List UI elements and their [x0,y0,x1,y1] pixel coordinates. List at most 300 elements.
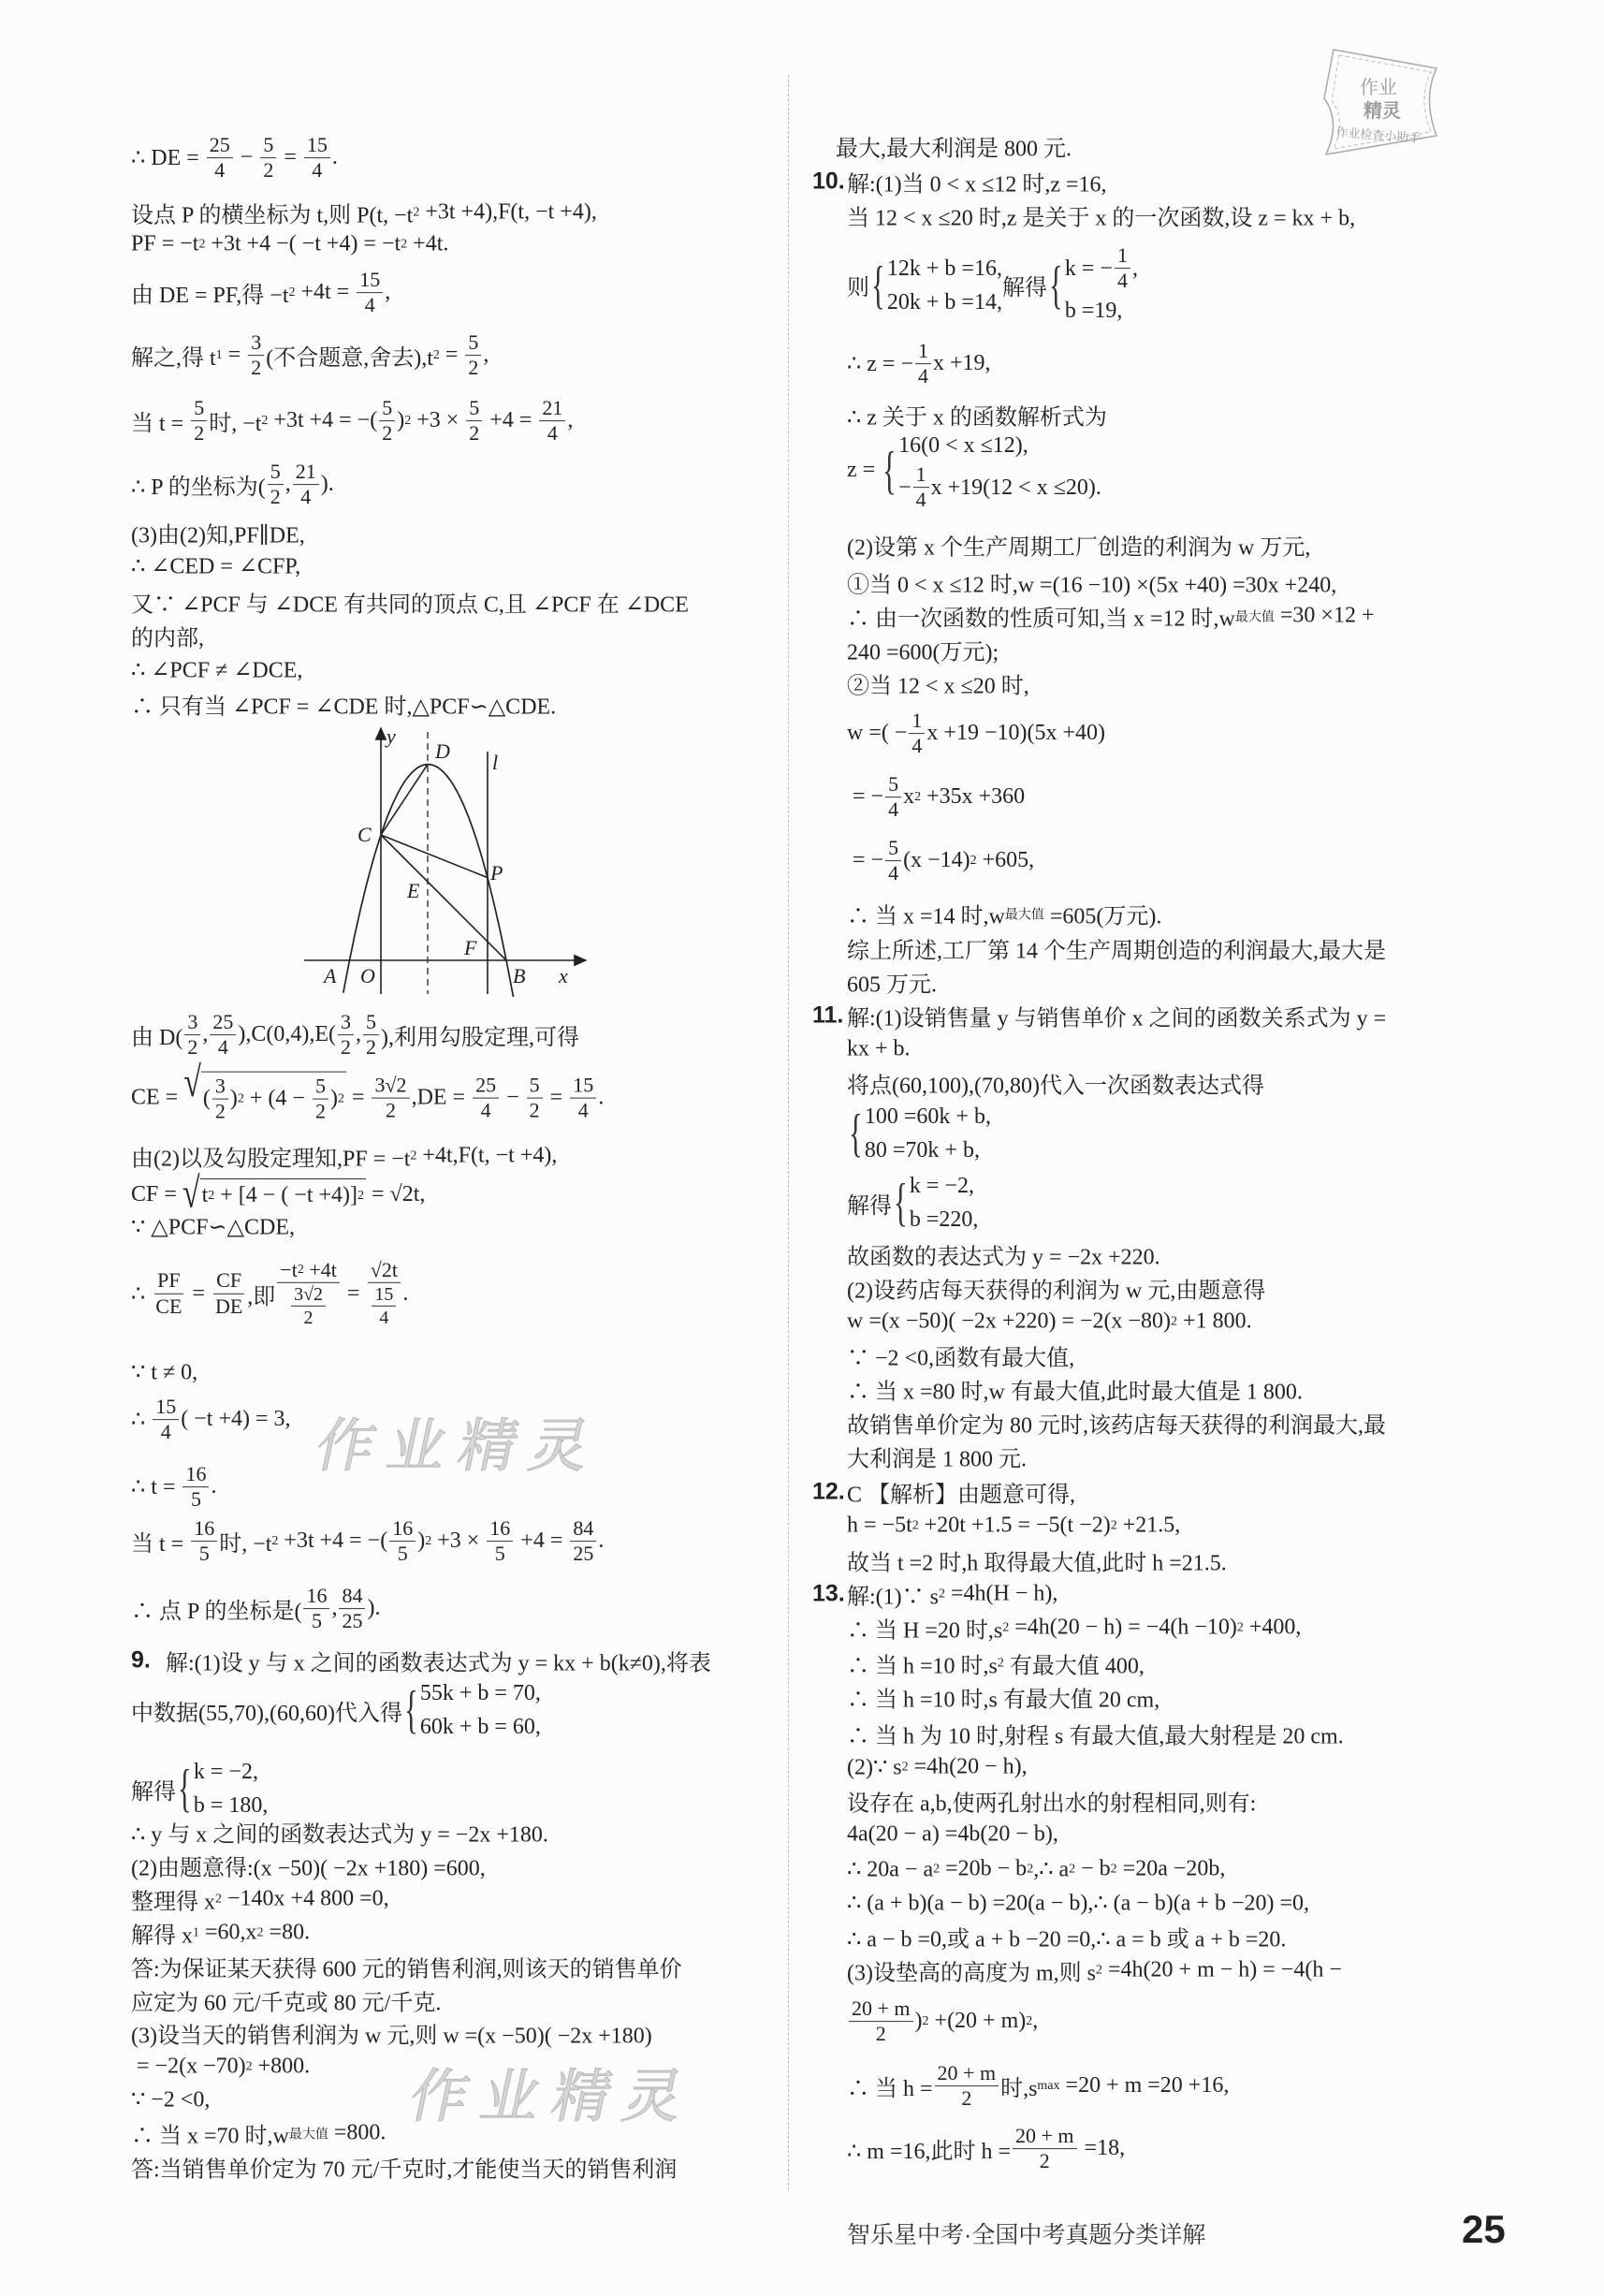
fraction-numerator: 3√2 [372,1073,409,1098]
fraction-numerator: 16 [191,1516,217,1542]
fraction-numerator: 1 [909,709,925,734]
math-text: = [439,343,464,368]
math-text: 16(0 < x ≤12), [898,433,1028,459]
math-text: (3)设当天的销售利润为 w 元,则 w =(x −50)( −2x +180) [131,2024,652,2049]
math-text: . [211,1474,217,1499]
fraction-numerator: 20 + m [1013,2124,1077,2149]
fraction-denominator: 4 [918,364,928,388]
math-text: (x −14) [903,848,970,873]
fraction-denominator: DE [214,1294,243,1318]
fraction-numerator: 3√2 [291,1283,326,1307]
math-text: . [598,1085,605,1110]
fraction [339,1584,365,1634]
math-text: 时, −t [219,1532,272,1557]
fraction-denominator: 2 [875,2022,886,2046]
solution-line [847,1037,911,1062]
fraction-numerator: 5 [379,396,395,421]
math-text: 应定为 60 元/千克或 80 元/千克. [131,1991,442,2016]
fraction [570,1516,596,1567]
math-text: ) [914,2009,923,2034]
equation-lines [865,1100,991,1167]
solution-line [131,1951,682,1983]
math-text: ∴ 20a − a [847,1857,934,1882]
fraction-numerator: 25 [210,1010,236,1035]
math-text: ). [320,472,334,497]
fraction [473,1073,499,1123]
math-text: − b [1075,1856,1111,1881]
equation-line [865,1100,991,1133]
math-text: =20b − b [940,1856,1028,1881]
square-root [183,1059,346,1125]
fraction-denominator: 2 [1039,2149,1050,2173]
math-text: ,∴ a [1033,1857,1070,1882]
math-text: 80 =70k + b, [864,1138,980,1163]
math-text: = [186,1280,211,1306]
fraction [570,1073,596,1123]
watermark: 作业精灵 [310,1411,609,1480]
superscript: 2 [245,2059,253,2073]
math-text: 时,s [1000,2077,1038,2102]
math-text: ) [397,408,405,433]
solution-line [131,688,556,721]
math-text: ∴ 当 x =14 时,w [847,904,1005,929]
label-y: y [386,724,396,748]
equation-line [420,1710,541,1744]
solution-line [847,1169,978,1236]
math-text: 设存在 a,b,使两孔射出水的射程相同,则有: [847,1791,1257,1817]
fraction-denominator: 5 [494,1542,505,1566]
solution-line [847,1996,1038,2047]
fraction [466,396,482,446]
fraction [372,1073,409,1123]
equation-line [910,1169,979,1203]
math-text: + (4 − [243,1087,311,1111]
superscript: 2 [997,1656,1004,1670]
math-text: ∵ −2 <0, [131,2087,211,2113]
math-text: ∴ 当 H =20 时,s [847,1618,1003,1644]
solution-line [847,1544,1227,1577]
fraction-denominator: 2 [263,158,274,183]
fraction-denominator: 2 [468,356,479,380]
fraction-numerator: PF [154,1268,182,1294]
equation-lines [194,1755,269,1822]
math-text: w =( − [847,721,908,746]
math-text: 设点 P 的横坐标为 t,则 P(t, −t [131,203,414,228]
math-text: − [501,1085,525,1110]
math-text: 当 12 < x ≤20 时,z 是关于 x 的一次函数,设 z = kx + b, [847,206,1356,231]
solution-line [847,1373,1303,1406]
solution-line [847,2124,1125,2174]
equation-line [887,285,1002,319]
equation-lines [898,429,1101,513]
solution-line [847,566,1336,599]
math-text: +800. [252,2054,311,2079]
fraction-numerator: 3 [338,1010,354,1035]
solution-line [847,1681,1159,1714]
equation-system [892,1169,978,1236]
math-text: (3)设垫高的高度为 m,则 s [847,1961,1096,1986]
superscript: 2 [261,414,269,428]
fraction [184,1010,200,1060]
math-text: =18, [1078,2136,1126,2161]
fraction [207,133,233,183]
solution-line [131,1645,711,1677]
superscript: 2 [939,1587,945,1601]
math-text: t [201,1183,209,1207]
fraction-numerator: 5 [268,460,284,485]
math-text: 当 t = [131,412,190,437]
math-text: =80. [263,1920,311,1945]
fraction-numerator: 3 [212,1075,228,1100]
solution-line [847,1272,1265,1305]
math-text: = − [847,784,884,810]
math-text: 解:(1)当 0 < x ≤12 时,z =16, [847,172,1107,197]
superscript: 2 [410,1148,417,1163]
fraction-denominator: 4 [888,861,899,885]
fraction-numerator: 20 + m [935,2061,999,2086]
superscript: 2 [297,1262,304,1277]
equation-lines [910,1169,979,1236]
solution-line [847,1822,1058,1848]
math-text: 由 D( [131,1026,183,1051]
problem-number: 12. [812,1478,845,1505]
math-text: ∴ [131,1281,152,1307]
math-text: b =19, [1064,298,1123,323]
solution-line [131,330,488,381]
superscript: 2 [1236,1620,1244,1634]
fraction-numerator: 5 [191,396,207,421]
solution-line [131,2117,386,2150]
math-text: − [234,145,259,170]
fraction-numerator: 15 [304,133,330,158]
math-text: +1 800. [1177,1309,1252,1334]
math-text: (2)由题意得:(x −50)( −2x +180) =600, [131,1856,486,1881]
equation-system [402,1676,541,1744]
math-text: PF = −t [131,231,199,256]
fraction [389,1516,416,1567]
solution-line [131,1258,408,1329]
fraction [885,772,901,823]
solution-line [131,517,305,549]
math-text: 20k + b =14, [886,290,1002,314]
fraction [885,836,901,886]
subscript: 2 [432,348,440,362]
fraction [539,396,565,446]
math-text: 100 =60k + b, [864,1104,991,1129]
math-text: −t [280,1257,298,1281]
radical-sign-icon: √ [183,1059,201,1106]
math-text: ∴ 当 h = [847,2077,933,2102]
solution-line [812,1476,1075,1509]
solution-line [131,1816,548,1849]
fraction-denominator: 2 [303,1308,314,1329]
fraction-denominator: CE [155,1294,182,1318]
math-text: 60k + b = 60, [419,1715,541,1739]
fraction-numerator: 5 [885,772,901,797]
fraction-denominator: 4 [911,734,923,758]
math-text: =800. [328,2120,386,2145]
math-text: x [903,784,915,810]
math-text: =30 ×12 + [1274,603,1375,628]
math-text: 答:当销售单价定为 70 元/千克时,才能使当天的销售利润 [131,2157,678,2183]
math-text: 答:为保证某天获得 600 元的销售利润,则该天的销售单价 [131,1957,682,1982]
solution-line [847,772,1025,823]
math-text: 的内部, [131,626,204,651]
solution-line [131,1059,605,1125]
math-text: ∴ a − b =0,或 a + b −20 =0,∴ a = b 或 a + b =20. [847,1927,1287,1952]
solution-line [847,709,1105,759]
solution-line [131,232,448,257]
fraction-numerator: 1 [913,462,929,488]
math-text: , [1131,256,1138,281]
math-text: , [567,408,574,433]
solution-line [847,1238,1160,1271]
equation-system [176,1755,268,1822]
fraction-numerator: 20 + m [849,1996,913,2022]
fraction-denominator: 4 [915,488,926,512]
math-text: 解:(1)设销售量 y 与销售单价 x 之间的函数关系式为 y = [847,1006,1387,1031]
problem-number: 10. [812,168,845,195]
math-text: =4h(20 − h), [908,1754,1028,1779]
solution-line [131,1395,291,1445]
math-text: +605, [976,848,1035,873]
solution-line [847,966,937,999]
math-text: x +19 −10)(5x +40) [926,721,1105,746]
superscript: 2 [1027,1862,1034,1876]
fraction [357,268,383,318]
fraction-numerator: 5 [466,396,482,421]
math-text: 解:(1)设 y 与 x 之间的函数表达式为 y = kx + b(k≠0),将表 [166,1651,711,1676]
math-text: ∴ [131,1408,152,1433]
left-brace-icon [882,445,897,497]
fraction-numerator: 21 [293,460,319,485]
equation-line [420,1676,541,1710]
segment-cp [381,835,488,878]
superscript: 2 [198,237,206,251]
solution-line [847,1954,1342,1987]
solution-line [131,657,302,684]
math-text: 故销售单价定为 80 元时,该药店每天获得的利润最大,最 [847,1413,1386,1439]
equation-system [869,252,1002,319]
math-text: +4t = [295,280,356,305]
math-text: √2t [370,1257,398,1281]
math-text: (3)由(2)知,PF∥DE, [131,523,305,548]
solution-line [847,1309,1252,1335]
solution-line [812,166,1107,198]
fraction [1115,243,1130,294]
math-text: , [483,343,489,368]
equation-line [865,1133,991,1167]
superscript: 2 [357,1188,365,1203]
fraction [153,1268,184,1319]
superscript: 2 [933,1862,941,1876]
solution-line [847,339,991,389]
math-text: = √2t, [366,1181,426,1206]
math-text: ①当 0 < x ≤12 时,w =(16 −10) ×(5x +40) =30x +240, [847,573,1337,598]
stamp-title: 作业 [1360,76,1397,98]
fraction-denominator: 5 [397,1542,408,1566]
fraction-numerator: 15 [153,1395,179,1420]
stamp-title-2: 精灵 [1363,99,1401,122]
math-text: ) [329,1087,338,1111]
fraction-denominator: 25 [342,1609,363,1633]
math-text: =605(万元). [1043,904,1162,929]
math-text: , [284,472,291,497]
solution-line [847,600,1374,633]
solution-line [812,1578,1057,1611]
radicand [201,1072,346,1125]
math-text: , [385,280,391,305]
fraction-denominator: 25 [573,1542,594,1566]
left-brace-icon [178,1762,192,1815]
left-brace-icon [1049,259,1063,312]
solution-line [847,1067,1264,1100]
parabola-diagram [290,721,590,997]
fraction-denominator: 4 [312,158,323,183]
label-l: l [492,751,499,774]
fraction-numerator: 5 [363,1010,379,1035]
fraction-denominator: 4 [160,1420,171,1444]
math-text: k = −2, [909,1174,974,1198]
radical-sign-icon: √ [182,1170,200,1218]
stamp-subtitle: 作业检查小助手 [1334,125,1422,146]
fraction-numerator: 25 [473,1073,499,1098]
math-text: +400, [1243,1615,1302,1640]
fraction-denominator [286,1283,330,1329]
fraction-numerator: 3 [248,330,264,356]
math-text: 则 [847,276,869,301]
superscript: 2 [208,1188,215,1203]
math-text: +(20 + m) [928,2009,1027,2034]
fraction [304,133,330,183]
fraction [913,462,929,513]
math-text: ∵ △PCF∽△CDE, [131,1215,295,1240]
label-c: C [357,823,372,846]
fraction-numerator: CF [213,1268,244,1294]
equation-system [847,1100,991,1167]
math-text: =20 + m =20 +16, [1059,2073,1230,2099]
math-text: +3t +4),F(t, −t +4), [419,199,597,225]
fraction-numerator: 15 [372,1283,396,1307]
math-text: 将点(60,100),(70,80)代入一次函数表达式得 [847,1074,1264,1099]
solution-line [847,932,1386,965]
fraction [935,2061,999,2112]
math-text: . [402,1280,409,1306]
math-text: (2)设药店每天获得的利润为 w 元,由题意得 [847,1279,1266,1304]
math-text: ∴ 当 h =10 时,s [847,1654,998,1679]
math-text: ∴ (a + b)(a − b) =20(a − b),∴ (a − b)(a + b −20) =0, [847,1891,1310,1916]
math-text: 解得 [847,1193,892,1219]
fraction [915,339,931,389]
fraction [291,1283,326,1329]
radicand [200,1178,366,1210]
fraction-numerator: 15 [357,268,383,293]
superscript: 2 [401,237,408,251]
math-text: 时, −t [209,412,262,437]
math-text: ∴ m =16,此时 h = [847,2140,1012,2165]
math-text: . [598,1528,605,1554]
math-text: ( [202,1087,211,1111]
math-text: 由 DE = PF,得 −t [131,284,289,309]
fraction-denominator: 2 [187,1035,198,1060]
solution-line [131,553,300,580]
fraction-denominator: 4 [300,485,312,509]
solution-line [131,1516,604,1567]
math-text: , [1032,2009,1039,2034]
fraction [212,1268,245,1319]
fraction-denominator: 2 [314,1100,326,1123]
math-text: k = −2, [193,1760,258,1784]
math-text: ) [229,1087,238,1111]
solution-line [131,620,204,652]
fraction-denominator: 2 [194,421,205,446]
fraction-numerator: 5 [313,1075,328,1100]
fraction-denominator: 2 [251,356,262,380]
math-text: 故函数的表达式为 y = −2x +220. [847,1245,1160,1270]
fraction [277,1258,340,1329]
label-b: B [513,964,526,987]
subscript: 最大值 [1004,908,1044,922]
solution-line [847,1856,1225,1883]
fraction-denominator: 4 [1116,269,1128,293]
equation-system [881,429,1101,513]
math-text: ∴ ∠CED = ∠CFP, [131,554,301,579]
solution-line [847,836,1034,886]
fraction [212,1075,228,1125]
superscript: 2 [271,1534,279,1548]
math-text: , [331,1596,338,1621]
footer-series-title: 智乐星中考·全国中考真题分类详解 [847,2222,1206,2248]
math-text: ∴ 当 h =10 时,s 有最大值 20 cm, [847,1688,1160,1713]
math-text: 整理得 x [131,1890,215,1915]
solution-line [131,1917,310,1950]
math-text: , [202,1022,209,1047]
label-x: x [559,964,568,987]
math-text: x +19(12 < x ≤20). [930,475,1101,500]
fraction [210,1010,236,1060]
math-text: ∴ P 的坐标为( [131,475,266,501]
fraction-numerator: 84 [570,1516,596,1542]
left-brace-icon [849,1107,863,1160]
fraction-numerator: 16 [389,1516,416,1542]
subscript: 1 [193,1925,199,1939]
problem-number: 11. [812,1002,844,1029]
fraction-denominator: 2 [529,1098,540,1122]
label-p: P [490,861,503,885]
solution-line [131,1676,541,1744]
square-root [182,1170,366,1218]
math-text: =60,x [199,1920,257,1945]
solution-line [847,399,1107,431]
solution-line [131,268,390,318]
fraction-numerator: 1 [1115,243,1130,269]
solution-line [131,396,573,446]
math-text: ∵ t ≠ 0, [131,1360,198,1385]
fraction-numerator: 5 [885,836,901,861]
math-text: z = [847,458,882,483]
label-d: D [435,739,450,763]
fraction-denominator: 4 [379,1308,389,1329]
math-text: +20t +1.5 = −5(t −2) [918,1513,1111,1538]
math-text: ),C(0,4),E( [238,1022,336,1047]
left-brace-icon [894,1177,908,1229]
math-text: CF = [131,1181,182,1206]
math-text: +3 × [431,1528,486,1554]
superscript: 2 [1069,1862,1076,1876]
math-text: 55k + b = 70, [419,1681,541,1705]
page-number: 25 [1462,2207,1506,2251]
math-text: 有最大值 400, [1003,1654,1145,1679]
